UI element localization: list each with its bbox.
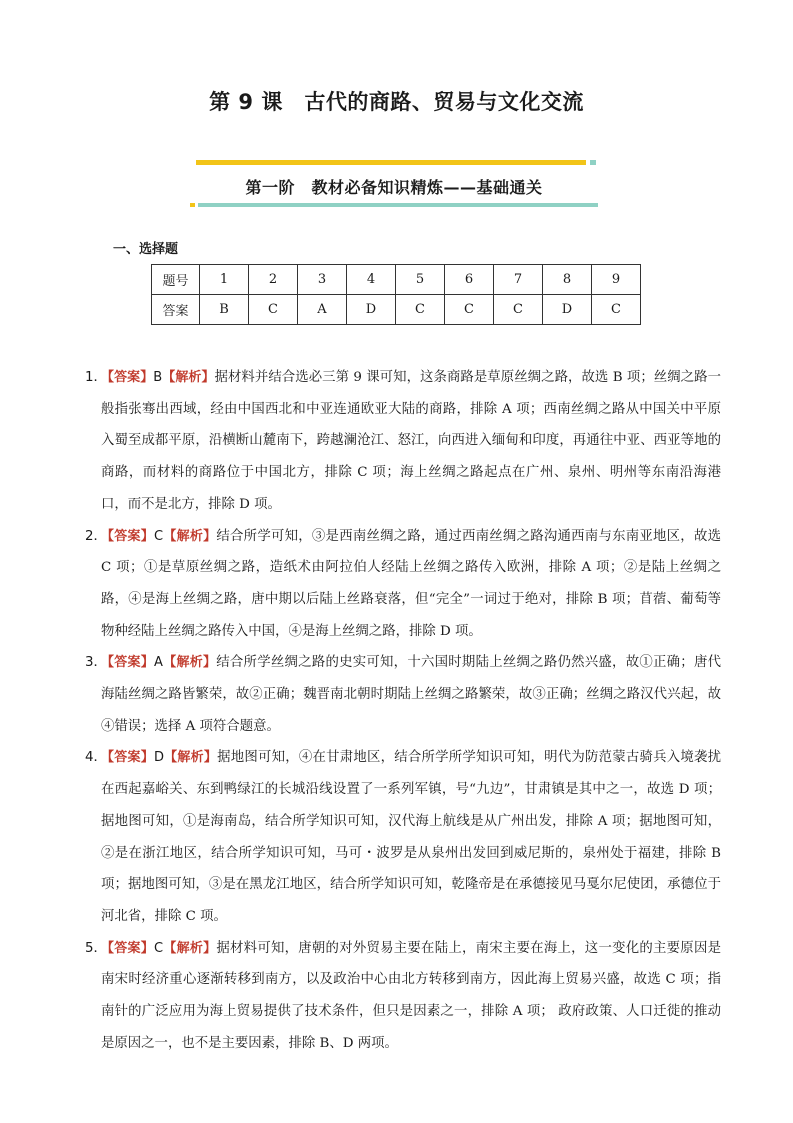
question-number-cell: 7 — [494, 265, 543, 295]
explanation-list — [85, 362, 721, 1059]
answer-cell: D — [347, 295, 396, 325]
question-number-cell: 3 — [298, 265, 347, 295]
explanation-item — [85, 933, 721, 1060]
section-heading: 一、选择题 — [113, 242, 179, 257]
item-number: 2． — [85, 528, 107, 544]
item-number: 1． — [85, 370, 107, 385]
answer-cell: D — [543, 295, 592, 325]
answer-cell: B — [200, 295, 249, 325]
analysis-text: 结合所学丝绸之路的史实可知，十六国时期陆上丝绸之路仍然兴盛，故①正确；唐代海陆丝绸之路皆繁荣，故②正确；魏晋南北朝时期陆上丝绸之路繁荣，故③正确；丝绸之路汉代兴起，故④错误；选择 A 项符合题意。 — [101, 655, 721, 734]
analysis-tag: 【解析】 — [163, 940, 217, 956]
row-label-answer: 答案 — [152, 295, 200, 325]
analysis-text: 据材料可知，唐朝的对外贸易主要在陆上，南宋主要在海上，这一变化的主要原因是南宋时经济重心逐渐转移到南方，以及政治中心由北方转移到南方，因此海上贸易兴盛，故选 C 项；指南针的广泛应用为海上贸易提供了技术条件，但只是因素之一，排除 A 项； 政府政策、人口迁徙的推动是原因之一，也不是主要因素，排除 B、D 两项。 — [101, 940, 721, 1051]
analysis-tag: 【解析】 — [162, 655, 217, 671]
analysis-tag: 【解析】 — [163, 750, 218, 766]
item-number: 4． — [85, 750, 107, 766]
analysis-text: 据材料并结合选必三第 9 课可知，这条商路是草原丝绸之路，故选 B 项；丝绸之路一般指张骞出西域，经由中国西北和中亚连通欧亚大陆的商路，排除 A 项；西南丝绸之路从中国关中平原入蜀至成都平原，沿横断山麓南下，跨越澜沧江、怒江，向西进入缅甸和印度，再通往中亚、西亚等地的商路，而材料的商路位于中国北方，排除 C 项；海上丝绸之路起点在广州、泉州、明州等东南沿海港口，而不是北方，排除 D 项。 — [101, 370, 721, 512]
answer-choice: A — [154, 655, 163, 671]
analysis-text: 据地图可知，④在甘肃地区，结合所学所学知识可知，明代为防范蒙古骑兵入境袭扰在西起嘉峪关、东到鸭绿江的长城沿线设置了一系列军镇，号“九边”，甘肃镇是其中之一，故选 D 项；据地图可知，①是海南岛，结合所学知识可知，汉代海上航线是从广州出发，排除 A 项；据地图可知，②是在浙江地区，结合所学知识可知，马可・波罗是从泉州出发回到威尼斯的，泉州处于福建，排除 B 项；据地图可知，③是在黑龙江地区，结合所学知识可知，乾隆帝是在承德接见马戛尔尼使团，承德位于河北省，排除 C 项。 — [101, 750, 721, 924]
banner-top-accent — [590, 160, 596, 165]
answer-tag: 【答案】 — [101, 370, 154, 385]
answer-cell: C — [396, 295, 445, 325]
analysis-tag: 【解析】 — [163, 528, 217, 544]
question-number-cell: 6 — [445, 265, 494, 295]
question-number-row — [152, 265, 641, 295]
banner-bottom-accent — [190, 203, 195, 207]
page-title: 第 9 课 古代的商路、贸易与文化交流 — [209, 90, 584, 114]
question-number-cell: 9 — [592, 265, 641, 295]
answer-cell: C — [445, 295, 494, 325]
banner-bottom-rule — [198, 203, 598, 207]
section-banner — [190, 160, 598, 210]
question-number-cell: 2 — [249, 265, 298, 295]
answer-tag: 【答案】 — [101, 528, 155, 544]
question-number-cell: 4 — [347, 265, 396, 295]
answer-table — [151, 264, 641, 325]
row-label-number: 题号 — [152, 265, 200, 295]
answer-choice: C — [154, 528, 164, 544]
answer-cell: A — [298, 295, 347, 325]
answer-tag: 【答案】 — [101, 750, 154, 766]
answer-tag: 【答案】 — [101, 655, 155, 671]
item-number: 3． — [85, 655, 107, 671]
banner-top-rule — [196, 160, 586, 165]
analysis-tag: 【解析】 — [162, 370, 215, 385]
explanation-item — [85, 521, 721, 648]
explanation-item — [85, 647, 721, 742]
answer-choice: B — [153, 370, 163, 385]
answer-cell: C — [249, 295, 298, 325]
answer-choice: D — [153, 750, 164, 766]
question-number-cell: 1 — [200, 265, 249, 295]
explanation-item — [85, 742, 721, 932]
answer-cell: C — [592, 295, 641, 325]
item-number: 5． — [85, 940, 107, 956]
question-number-cell: 5 — [396, 265, 445, 295]
answer-row — [152, 295, 641, 325]
analysis-text: 结合所学可知，③是西南丝绸之路，通过西南丝绸之路沟通西南与东南亚地区，故选 C 项；①是草原丝绸之路，造纸术由阿拉伯人经陆上丝绸之路传入欧洲，排除 A 项；②是陆上丝绸之路，④是海上丝绸之路，唐中期以后陆上丝路衰落，但“完全”一词过于绝对，排除 B 项；苜蓿、葡萄等物种经陆上丝绸之路传入中国，④是海上丝绸之路，排除 D 项。 — [101, 528, 721, 639]
explanation-item — [85, 362, 721, 521]
answer-cell: C — [494, 295, 543, 325]
answer-tag: 【答案】 — [101, 940, 155, 956]
question-number-cell: 8 — [543, 265, 592, 295]
banner-title: 第一阶 教材必备知识精炼——基础通关 — [245, 178, 543, 197]
answer-choice: C — [154, 940, 164, 956]
